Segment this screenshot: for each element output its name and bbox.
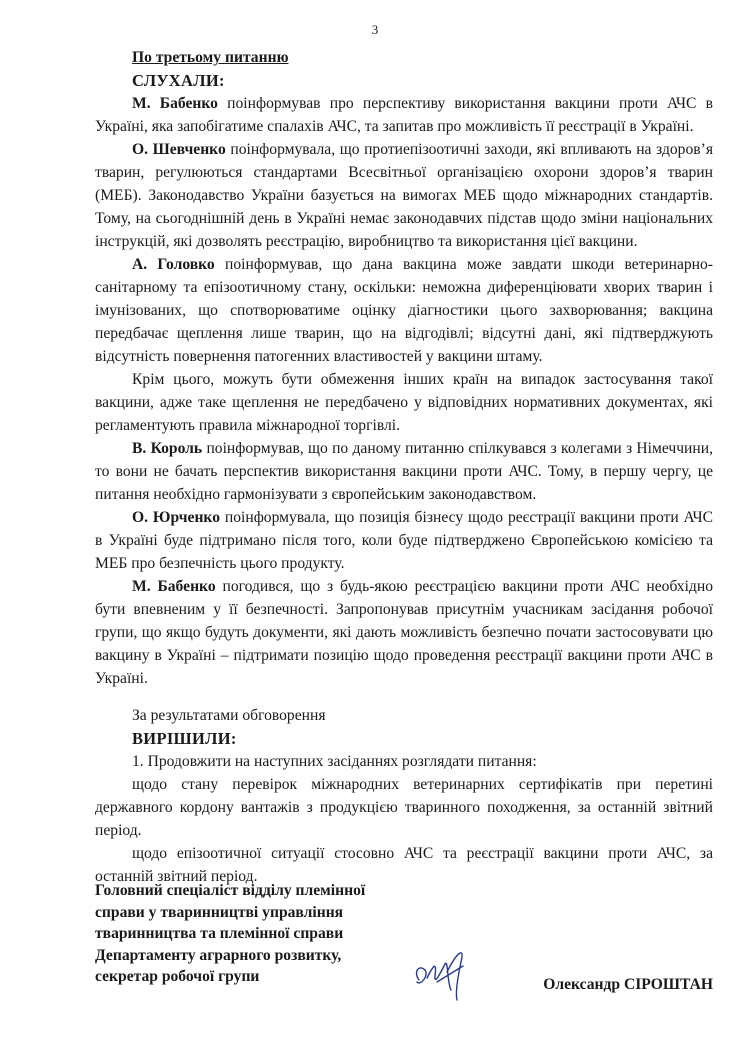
minutes-paragraph — [95, 506, 713, 575]
minutes-paragraph — [95, 368, 713, 437]
speaker-name: О. Шевченко — [132, 141, 226, 158]
signatory-title-line: справи у тваринництві управління — [95, 903, 344, 921]
paragraph-text: поінформував, що по даному питанню спілкувався з колегами з Німеччини, то вони не бачать перспектив використання вакцини проти АЧС. Тому, в першу чергу, це питання необхідно гармонізувати з європейським законодавством. — [95, 440, 713, 503]
minutes-paragraph — [95, 253, 713, 368]
speaker-name: М. Бабенко — [132, 578, 216, 595]
section-heading: По третьому питанню — [132, 49, 289, 66]
signatory-title-line: секретар робочої групи — [95, 968, 260, 985]
speaker-name: А. Головко — [132, 256, 215, 273]
listened-label: СЛУХАЛИ: — [132, 71, 225, 90]
decision-paragraphs — [95, 750, 713, 888]
paragraph-text: поінформувала, що протиепізоотичні заходи, які впливають на здоров’я тварин, регулюються стандартами Всесвітньої організацією охорони здоров’я тварин (МЕБ). Законодавство України базується на вимогах МЕБ щодо міжнародних стандартів. Тому, на сьогоднішній день в Україні немає законодавчих підстав щодо зміни національних інструкцій, які дозволять реєстрацію, виробництво та використання цієї вакцини. — [95, 141, 713, 250]
signature-block — [95, 880, 713, 1010]
results-intro: За результатами обговорення — [132, 707, 326, 724]
minutes-paragraphs — [95, 92, 713, 690]
document-body — [95, 46, 713, 888]
page-number: 3 — [371, 22, 379, 37]
paragraph-text: погодився, що з будь-якою реєстрацією вакцини проти АЧС необхідно бути впевненим у її безпечності. Запропонував присутнім учасникам засідання робочої групи, що якщо будуть документи, які дають можливість безпечно почати застосовувати цю вакцину в Україні – підтримати позицію щодо проведення реєстрації вакцини проти АЧС в Україні. — [95, 578, 713, 687]
paragraph-text: Крім цього, можуть бути обмеження інших країн на випадок застосування такої вакцини, адже таке щеплення не передбачено у відповідних нормативних документах, які регламентують правила міжнародної торгівлі. — [95, 371, 713, 434]
decision-paragraph: щодо стану перевірок міжнародних ветеринарних сертифікатів при перетині державного кордону вантажів з продукцією тваринного походження, за останній звітний період. — [95, 776, 713, 839]
paragraph-text: поінформувала, що позиція бізнесу щодо реєстрації вакцини проти АЧС в Україні буде підтримано після того, коли буде підтверджено Європейською комісією та МЕБ про безпечність цього продукту. — [95, 509, 713, 572]
minutes-paragraph — [95, 92, 713, 138]
paragraph-text: поінформував про перспективу використання вакцини проти АЧС в Україні, яка запобігатиме спалахів АЧС, та запитав про можливість її реєстрації в Україні. — [95, 95, 714, 135]
speaker-name: О. Юрченко — [132, 509, 221, 526]
paragraph-text: поінформував, що дана вакцина може завдати шкоди ветеринарно-санітарному та епізоотичному стану, оскільки: неможна диференціювати хворих тварин і імунізованих, що спотворюватиме оцінку діагностики цього захворювання; вакцина передбачає щеплення лише тварин, що на відгодівлі; відсутні дані, які підтверджують відсутність повернення патогенних властивостей у вакцини штаму. — [95, 256, 713, 365]
signatory-name: Олександр СІРОШТАН — [543, 976, 713, 993]
speaker-name: М. Бабенко — [132, 95, 218, 112]
minutes-paragraph — [95, 575, 713, 690]
signatory-title-line: тваринництва та племінної справи — [95, 925, 344, 942]
minutes-paragraph — [95, 437, 713, 506]
handwritten-signature — [407, 942, 487, 1004]
decision-paragraph: 1. Продовжити на наступних засіданнях розглядати питання: — [132, 753, 537, 770]
minutes-paragraph — [95, 138, 713, 253]
signatory-title-line: Головний спеціаліст відділу племінної — [95, 882, 366, 899]
speaker-name: В. Король — [132, 440, 203, 457]
decision-paragraph: щодо епізоотичної ситуації стосовно АЧС та реєстрації вакцини проти АЧС, за останній звітний період. — [95, 845, 713, 885]
signatory-title — [95, 880, 365, 988]
decided-label: ВИРІШИЛИ: — [132, 729, 237, 748]
signatory-title-line: Департаменту аграрного розвитку, — [95, 946, 342, 964]
